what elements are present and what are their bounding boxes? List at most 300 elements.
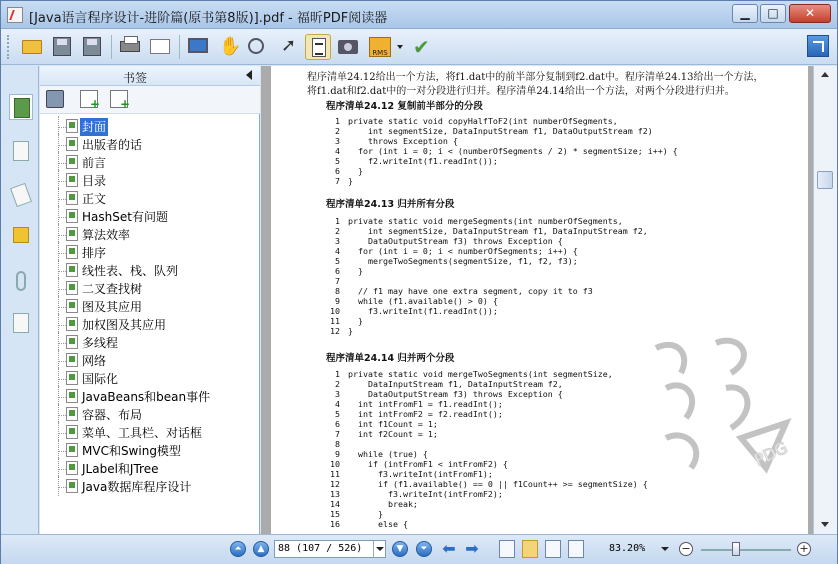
line-number: 1 (335, 216, 340, 226)
line-number: 1 (335, 116, 340, 126)
tree-line (58, 116, 59, 136)
email-icon (150, 39, 170, 54)
line-number: 1 (335, 369, 340, 379)
code-line (326, 296, 648, 306)
tree-line (58, 163, 66, 164)
hand-tool-icon: ✋ (219, 36, 242, 57)
comments-panel-button[interactable] (9, 224, 33, 250)
bookmark-label: JLabel和JTree (82, 462, 159, 476)
bookmark-label: 线性表、栈、队列 (82, 264, 179, 278)
code-line (326, 379, 648, 389)
tree-line (58, 487, 66, 488)
tree-line (58, 361, 66, 362)
tree-line (58, 350, 59, 370)
tree-line (58, 235, 66, 236)
bookmark-label: 正文 (82, 192, 107, 206)
add-bookmark-icon[interactable] (80, 90, 98, 108)
line-number: 11 (330, 316, 340, 326)
tree-line (58, 440, 59, 460)
line-number: 14 (330, 499, 340, 509)
line-number: 5 (335, 256, 340, 266)
bookmark-item[interactable] (58, 208, 258, 226)
line-number: 3 (335, 236, 340, 246)
scroll-down-icon[interactable] (817, 518, 833, 532)
tree-line (58, 278, 59, 298)
navigation-panel-bar (1, 66, 39, 534)
bookmark-label: 封面 (82, 120, 107, 134)
code-line (326, 369, 648, 379)
bookmark-label: HashSet有问题 (82, 210, 168, 224)
bookmark-icon (66, 443, 78, 457)
code-line (326, 306, 648, 316)
foxit-app-icon (7, 7, 23, 23)
add-child-bookmark-icon[interactable] (110, 90, 128, 108)
code-text: while (true) { (348, 449, 428, 459)
bookmark-item[interactable] (58, 460, 258, 478)
tree-line (58, 289, 66, 290)
bookmark-label: MVC和Swing模型 (82, 444, 181, 458)
tree-line (58, 343, 66, 344)
library-seal-stamp (646, 328, 796, 478)
code-text: int intFromF2 = f2.readInt(); (348, 409, 503, 419)
bookmark-icon (66, 407, 78, 421)
code-block (326, 216, 648, 336)
close-button[interactable]: ✕ (789, 4, 831, 23)
code-line (326, 286, 648, 296)
bookmarks-panel (40, 66, 260, 534)
bookmark-icon (66, 227, 78, 241)
signatures-panel-button[interactable] (9, 310, 33, 336)
main-toolbar (1, 29, 837, 65)
tree-line (58, 386, 59, 406)
line-number: 7 (335, 429, 340, 439)
bookmark-icon (66, 479, 78, 493)
bookmark-icon (66, 137, 78, 151)
code-line (326, 429, 648, 439)
zoom-dropdown-icon[interactable] (661, 547, 669, 551)
tree-line (58, 458, 59, 478)
code-text: else { (348, 519, 408, 529)
zoom-tool-icon (248, 38, 264, 54)
bookmark-item[interactable] (58, 334, 258, 352)
line-number: 3 (335, 389, 340, 399)
rms-dropdown-button[interactable] (395, 34, 405, 60)
pdf-page[interactable] (271, 66, 808, 534)
line-number: 3 (335, 136, 340, 146)
layers-panel-icon (10, 183, 32, 207)
listing-caption: 程序清单24.13 归并所有分段 (326, 199, 455, 210)
bookmark-item[interactable] (58, 406, 258, 424)
bookmark-item[interactable] (58, 298, 258, 316)
code-line (326, 399, 648, 409)
page-text: 程序清单24.12给出一个方法，将f1.dat中的前半部分复制到f2.dat中。程序清单24.13给出一个方法， (307, 72, 764, 83)
collapse-panel-icon[interactable] (246, 70, 252, 80)
line-number: 4 (335, 246, 340, 256)
code-text: int segmentSize, DataInputStream f1, DataInputStream f2, (348, 226, 648, 236)
line-number: 9 (335, 296, 340, 306)
tree-line (58, 127, 66, 128)
code-line (326, 389, 648, 399)
bookmark-label: 国际化 (82, 372, 119, 386)
code-line (326, 469, 648, 479)
bookmark-label: 图及其应用 (82, 300, 143, 314)
code-text: f3.writeInt(f1.readInt()); (348, 306, 498, 316)
line-number: 8 (335, 286, 340, 296)
text-select-icon (312, 38, 326, 57)
line-number: 6 (335, 166, 340, 176)
bookmark-label: 目录 (82, 174, 107, 188)
code-line (326, 499, 648, 509)
save-as-button[interactable] (79, 34, 105, 60)
fullscreen-button[interactable] (185, 34, 211, 60)
bookmark-item[interactable] (58, 136, 258, 154)
toolbar-separator (179, 35, 180, 59)
code-text: for (int i = 0; i < (numberOfSegments / 2) * segmentSize; i++) { (348, 146, 678, 156)
code-line (326, 256, 648, 266)
code-text: DataOutputStream f3) throws Exception { (348, 389, 563, 399)
code-line (326, 266, 648, 276)
code-line (326, 276, 648, 286)
bookmark-icon (66, 209, 78, 223)
code-line (326, 136, 678, 146)
line-number: 2 (335, 226, 340, 236)
tree-line (58, 422, 59, 442)
zoom-tool-button[interactable] (245, 34, 271, 60)
bookmark-item[interactable] (58, 352, 258, 370)
code-text: DataOutputStream f3) throws Exception { (348, 236, 563, 246)
open-button[interactable] (19, 34, 45, 60)
bookmark-item[interactable] (58, 226, 258, 244)
bookmark-panel-icon (14, 98, 30, 118)
status-bar (1, 534, 837, 564)
bookmark-item[interactable] (58, 190, 258, 208)
single-page-view-icon[interactable] (499, 540, 515, 558)
bookmark-icon (66, 119, 78, 133)
code-line (326, 156, 678, 166)
tree-line (58, 152, 59, 172)
tree-line (58, 307, 66, 308)
document-view[interactable] (261, 66, 813, 534)
line-number: 7 (335, 176, 340, 186)
signatures-panel-icon (13, 313, 29, 333)
listing-caption: 程序清单24.14 归并两个分段 (326, 353, 455, 364)
bookmark-item[interactable] (58, 244, 258, 262)
code-line (326, 176, 678, 186)
tree-line (58, 224, 59, 244)
tree-line (58, 296, 59, 316)
listing-caption: 程序清单24.12 复制前半部分的分段 (326, 101, 483, 112)
code-text: private static void mergeSegments(int numberOfSegments, (348, 216, 623, 226)
tree-line (58, 181, 66, 182)
code-line (326, 449, 648, 459)
text-select-button[interactable] (305, 34, 331, 60)
tree-line (58, 404, 59, 424)
bookmarks-panel-title: 书签 (122, 71, 147, 85)
bookmark-item[interactable] (58, 154, 258, 172)
save-as-icon (83, 37, 101, 56)
bookmark-label: 网络 (82, 354, 107, 368)
bookmark-icon (66, 335, 78, 349)
bookmark-icon (66, 263, 78, 277)
code-text: private static void mergeTwoSegments(int segmentSize, (348, 369, 613, 379)
bookmarks-toolbar (40, 86, 260, 114)
pages-panel-icon (13, 141, 29, 161)
save-icon (53, 37, 71, 56)
line-number: 2 (335, 126, 340, 136)
tree-line (58, 397, 66, 398)
bookmark-label: 容器、布局 (82, 408, 143, 422)
code-text: // f1 may have one extra segment, copy it to f3 (348, 286, 593, 296)
line-number: 12 (330, 326, 340, 336)
code-text: } (348, 509, 383, 519)
save-button[interactable] (49, 34, 75, 60)
code-line (326, 459, 648, 469)
code-text: f2.writeInt(f1.readInt()); (348, 156, 498, 166)
scroll-up-icon[interactable] (817, 68, 833, 82)
tree-line (58, 217, 66, 218)
code-text: int segmentSize, DataInputStream f1, DataOutputStream f2) (348, 126, 653, 136)
tree-line (58, 451, 66, 452)
tree-line (58, 368, 59, 388)
fullscreen-icon (188, 38, 208, 53)
bookmark-icon (66, 425, 78, 439)
bookmark-icon (66, 299, 78, 313)
line-number: 6 (335, 266, 340, 276)
code-text: } (348, 166, 363, 176)
tree-line (58, 271, 66, 272)
zoom-slider-track[interactable] (701, 549, 791, 551)
tree-line (58, 415, 66, 416)
bookmark-label: 前言 (82, 156, 107, 170)
bookmark-item[interactable] (58, 442, 258, 460)
code-line (326, 236, 648, 246)
bookmark-item[interactable] (58, 388, 258, 406)
code-text: private static void copyHalfToF2(int numberOfSegments, (348, 116, 618, 126)
bookmark-icon (66, 371, 78, 385)
validate-icon: ✔ (413, 35, 430, 59)
page-number-input[interactable] (274, 540, 386, 558)
watermark-text: PDG (751, 437, 791, 470)
tree-line (58, 469, 66, 470)
code-line (326, 146, 678, 156)
code-block (326, 116, 678, 186)
bookmark-label: 加权图及其应用 (82, 318, 167, 332)
tree-line (58, 253, 66, 254)
code-line (326, 316, 648, 326)
previous-page-icon[interactable]: ▲ (253, 541, 269, 557)
pages-panel-button[interactable] (9, 138, 33, 164)
expand-icon[interactable] (807, 35, 829, 57)
code-text: int f1Count = 1; (348, 419, 438, 429)
bookmark-item[interactable] (58, 262, 258, 280)
line-number: 10 (330, 459, 340, 469)
tree-line (58, 206, 59, 226)
line-number: 11 (330, 469, 340, 479)
window-title: [Java语言程序设计-进阶篇(原书第8版)].pdf - 福昕PDF阅读器 (29, 11, 388, 26)
bookmark-label: 菜单、工具栏、对话框 (82, 426, 203, 440)
bookmark-item[interactable] (58, 172, 258, 190)
code-text: mergeTwoSegments(segmentSize, f1, f2, f3); (348, 256, 578, 266)
code-line (326, 439, 648, 449)
bookmark-item[interactable] (58, 478, 258, 496)
delete-bookmark-icon[interactable] (46, 90, 64, 108)
line-number: 12 (330, 479, 340, 489)
go-back-icon[interactable]: ⬅ (442, 539, 456, 558)
go-forward-icon[interactable]: ➡ (465, 539, 479, 558)
line-number: 4 (335, 146, 340, 156)
code-line (326, 419, 648, 429)
tree-line (58, 260, 59, 280)
tree-line (58, 325, 66, 326)
hand-tool-button[interactable] (215, 34, 241, 60)
line-number: 7 (335, 276, 340, 286)
bookmark-item[interactable] (58, 370, 258, 388)
bookmark-item[interactable] (58, 424, 258, 442)
tree-line (58, 170, 59, 190)
bookmark-icon (66, 353, 78, 367)
line-number: 16 (330, 519, 340, 529)
code-text: } (348, 326, 353, 336)
zoom-in-icon[interactable]: + (797, 542, 811, 556)
bookmark-icon (66, 281, 78, 295)
attachments-panel-icon (16, 271, 26, 291)
code-text: f3.writeInt(intFromF2); (348, 489, 503, 499)
line-number: 5 (335, 156, 340, 166)
print-button[interactable] (117, 34, 143, 60)
tree-line (58, 188, 59, 208)
bookmark-label: 出版者的话 (82, 138, 143, 152)
select-tool-button[interactable] (275, 34, 301, 60)
last-page-icon[interactable]: ⏷ (416, 541, 432, 557)
code-text: while (f1.available() > 0) { (348, 296, 498, 306)
bookmark-label: Java数据库程序设计 (82, 480, 192, 494)
code-line (326, 409, 648, 419)
tree-line (58, 242, 59, 262)
open-icon (22, 40, 42, 54)
continuous-facing-view-icon[interactable] (568, 540, 584, 558)
snapshot-icon (338, 40, 358, 54)
code-text: } (348, 176, 353, 186)
tree-line (58, 314, 59, 334)
bookmark-label: JavaBeans和bean事件 (82, 390, 211, 404)
line-number: 9 (335, 449, 340, 459)
facing-view-icon[interactable] (545, 540, 561, 558)
bookmark-icon (66, 317, 78, 331)
print-icon (120, 41, 140, 52)
code-text: throws Exception { (348, 136, 458, 146)
code-line (326, 246, 648, 256)
code-text: if (f1.available() == 0 || f1Count++ >= segmentSize) { (348, 479, 648, 489)
bookmarks-panel-header (40, 66, 260, 86)
bookmark-icon (66, 461, 78, 475)
zoom-out-icon[interactable]: − (679, 542, 693, 556)
continuous-view-icon[interactable] (522, 540, 538, 558)
code-line (326, 479, 648, 489)
code-line (326, 226, 648, 236)
bookmark-icon (66, 389, 78, 403)
bookmark-item[interactable] (58, 118, 258, 136)
code-text: } (348, 266, 363, 276)
code-line (326, 166, 678, 176)
toolbar-grip[interactable] (7, 35, 10, 59)
code-text: } (348, 316, 363, 326)
page-text: 将f1.dat和f2.dat中的一对分段进行归并。程序清单24.14给出一个方法，对两个分段进行归并。 (307, 86, 735, 97)
code-line (326, 509, 648, 519)
bookmark-icon (66, 173, 78, 187)
code-text: DataInputStream f1, DataInputStream f2, (348, 379, 563, 389)
email-button[interactable] (147, 34, 173, 60)
first-page-icon[interactable]: ⏶ (230, 541, 246, 557)
rms-icon: RMS (369, 37, 391, 57)
vertical-scrollbar[interactable] (813, 66, 837, 534)
page-number-text: 88 (107 / 526) (278, 543, 363, 554)
tree-line (58, 476, 59, 496)
snapshot-button[interactable] (335, 34, 361, 60)
bookmark-icon (66, 191, 78, 205)
bookmark-label: 多线程 (82, 336, 119, 350)
code-text: if (intFromF1 < intFromF2) { (348, 459, 508, 469)
bookmark-icon (66, 155, 78, 169)
line-number: 6 (335, 419, 340, 429)
select-arrow-icon: ➚ (281, 35, 297, 56)
code-line (326, 326, 648, 336)
scroll-thumb[interactable] (817, 171, 833, 189)
comments-panel-icon (13, 227, 29, 243)
code-text: for (int i = 0; i < numberOfSegments; i++) { (348, 246, 578, 256)
line-number: 2 (335, 379, 340, 389)
bookmark-panel-button[interactable] (9, 94, 33, 120)
code-text: break; (348, 499, 418, 509)
layers-panel-button[interactable] (9, 182, 33, 208)
toolbar-separator (111, 35, 112, 59)
code-line (326, 519, 648, 529)
rms-button[interactable] (367, 34, 393, 60)
line-number: 4 (335, 399, 340, 409)
code-text: int intFromF1 = f1.readInt(); (348, 399, 503, 409)
bookmark-label: 算法效率 (82, 228, 131, 242)
title-bar[interactable] (1, 1, 837, 29)
line-number: 10 (330, 306, 340, 316)
code-line (326, 116, 678, 126)
tree-line (58, 433, 66, 434)
attachments-panel-button[interactable] (9, 268, 33, 294)
line-number: 8 (335, 439, 340, 449)
zoom-level: 83.20% (609, 543, 646, 554)
page-dropdown-icon[interactable] (373, 541, 385, 557)
bookmark-tree (40, 114, 260, 534)
validate-button[interactable] (409, 34, 435, 60)
line-number: 5 (335, 409, 340, 419)
line-number: 15 (330, 509, 340, 519)
bookmark-item[interactable] (58, 316, 258, 334)
code-block (326, 369, 648, 529)
tree-line (58, 332, 59, 352)
tree-line (58, 199, 66, 200)
next-page-icon[interactable]: ▼ (392, 541, 408, 557)
tree-line (58, 145, 66, 146)
bookmark-item[interactable] (58, 280, 258, 298)
zoom-slider-knob[interactable] (732, 542, 740, 556)
tree-line (58, 134, 59, 154)
line-number: 13 (330, 489, 340, 499)
maximize-button[interactable]: □ (760, 4, 786, 23)
code-text: f3.writeInt(intFromF1); (348, 469, 493, 479)
code-line (326, 126, 678, 136)
bookmark-label: 排序 (82, 246, 107, 260)
code-line (326, 216, 648, 226)
code-text: int f2Count = 1; (348, 429, 438, 439)
minimize-button[interactable]: ▁ (732, 4, 758, 23)
